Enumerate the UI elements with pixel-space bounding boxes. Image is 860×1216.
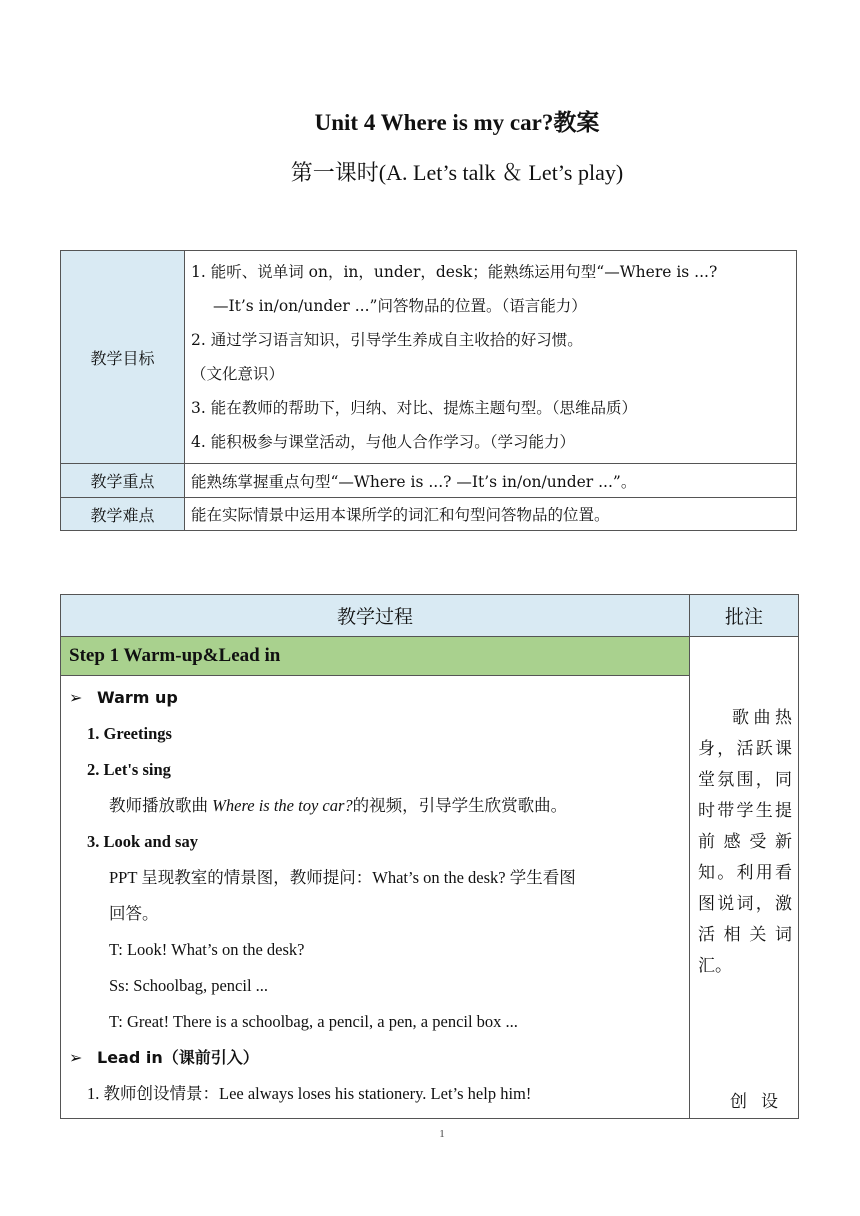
process-table xyxy=(60,594,799,1119)
key-points-label: 教学重点 xyxy=(61,464,185,498)
objectives-label: 教学目标 xyxy=(61,251,185,464)
note-text-2: 创设 xyxy=(730,1092,792,1112)
note-text: 歌曲热身，活跃课堂氛围，同时带学生提前感受新知。利用看图说词，激活相关词汇。 xyxy=(698,708,792,976)
list-item: 3. Look and say xyxy=(87,831,198,851)
list-item-text: 教师播放歌曲 Where is the toy car?的视频，引导学生欣赏歌曲。 xyxy=(109,795,568,815)
difficulty-text: 能在实际情景中运用本课所学的词汇和句型问答物品的位置。 xyxy=(185,498,797,531)
list-item-text: PPT 呈现教室的情景图，教师提问：What’s on the desk? 学生看图 xyxy=(109,867,576,887)
objective-line: 3. 能在教师的帮助下，归纳、对比、提炼主题句型。（思维品质） xyxy=(191,399,637,417)
objective-line: —It’s in/on/under ...”问答物品的位置。（语言能力） xyxy=(213,297,587,315)
page-number: 1 xyxy=(439,1128,445,1140)
list-item: 1. 教师创设情景：Lee always loses his stationery. Let’s help him! xyxy=(87,1083,532,1103)
key-points-text: 能熟练掌握重点句型“—Where is ...? —It’s in/on/under ...”。 xyxy=(185,464,797,498)
arrow-bullet-icon: ➢ xyxy=(69,1047,83,1067)
lead-in-bullet: ➢ Lead in（课前引入） xyxy=(61,1040,689,1076)
list-item: 2. Let's sing xyxy=(87,759,171,779)
process-header: 教学过程 xyxy=(61,595,690,637)
step-1-body xyxy=(61,675,690,1118)
dialog-line: T: Great! There is a schoolbag, a pencil, a pen, a pencil box ... xyxy=(109,1011,518,1031)
objective-line: （文化意识） xyxy=(191,365,285,383)
objective-line: 2. 通过学习语言知识，引导学生养成自主收拾的好习惯。 xyxy=(191,331,583,349)
objectives-table xyxy=(60,250,797,531)
objective-line: 1. 能听、说单词 on，in，under，desk；能熟练运用句型“—Where is ...? xyxy=(191,263,718,281)
notes-header: 批注 xyxy=(690,595,799,637)
document-subtitle: 第一课时(A. Let’s talk ＆ Let’s play) xyxy=(290,160,624,185)
warm-up-bullet: ➢ Warm up xyxy=(61,680,689,716)
dialog-line: Ss: Schoolbag, pencil ... xyxy=(109,975,269,995)
step-1-heading: Step 1 Warm-up&Lead in xyxy=(61,637,690,676)
objective-line: 4. 能积极参与课堂活动，与他人合作学习。（学习能力） xyxy=(191,433,575,451)
difficulty-label: 教学难点 xyxy=(61,498,185,531)
document-title: Unit 4 Where is my car?教案 xyxy=(314,110,600,135)
dialog-line: T: Look! What’s on the desk? xyxy=(109,939,305,959)
list-item-text: 回答。 xyxy=(109,903,159,923)
arrow-bullet-icon: ➢ xyxy=(69,687,83,707)
objectives-content xyxy=(185,251,797,464)
notes-cell xyxy=(690,637,799,1119)
list-item: 1. Greetings xyxy=(87,723,172,743)
